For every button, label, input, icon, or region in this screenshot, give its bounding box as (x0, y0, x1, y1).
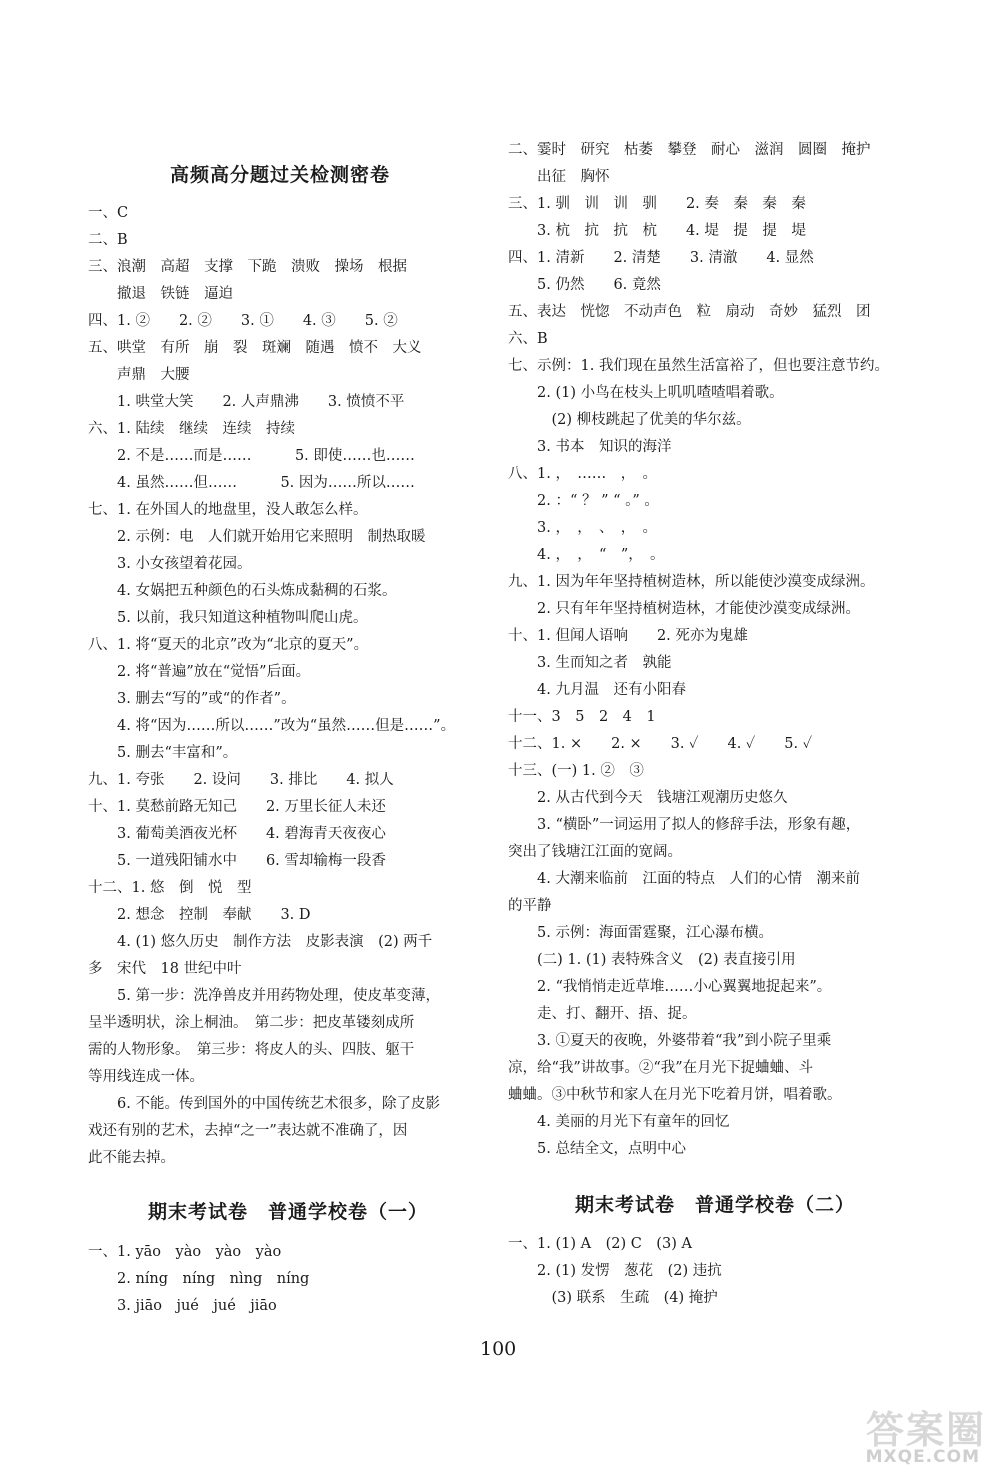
answer-line-left-22: 九、1. 夸张 2. 设问 3. 排比 4. 拟人 (88, 772, 394, 788)
watermark-bottom-text: MXQE.COM (865, 1447, 980, 1467)
page-number: 100 (480, 1338, 517, 1360)
answer-line-left-29: 多 宋代 18 世纪中叶 (88, 961, 242, 977)
answer-line-right-7: 五、表达 恍惚 不动声色 粒 扇动 奇妙 猛烈 团 (508, 304, 871, 320)
answer-line-left-7: 声鼎 大腰 (88, 367, 190, 383)
answer-line-right-3: 三、1. 驯 训 训 驯 2. 奏 秦 秦 秦 (508, 196, 806, 212)
answer-line-right-bottom-1: 一、1. (1) A (2) C (3) A (508, 1236, 692, 1252)
answer-line-left-28: 4. (1) 悠久历史 制作方法 皮影表演 (2) 两千 (88, 934, 433, 950)
section-title-high-frequency: 高频高分题过关检测密卷 (170, 164, 391, 186)
answer-line-right-2: 出征 胸怀 (508, 169, 610, 185)
answer-line-left-16: 5. 以前，我只知道这种植物叫爬山虎。 (88, 610, 368, 626)
answer-line-right-6: 5. 仍然 6. 竟然 (508, 277, 661, 293)
answer-line-right-1: 二、霎时 研究 枯萎 攀登 耐心 滋润 圆圈 掩护 (508, 142, 871, 158)
answer-line-right-18: 2. 只有年年坚持植树造林，才能使沙漠变成绿洲。 (508, 601, 860, 617)
answer-line-left-bottom-3: 3. jiāo jué jué jiāo (88, 1298, 277, 1314)
answer-line-right-24: 十三、(一) 1. ② ③ (508, 763, 644, 779)
answer-line-right-35: 凉，给“我”讲故事。②“我”在月光下捉蛐蛐、斗 (508, 1060, 814, 1076)
answer-line-right-36: 蛐蛐。③中秋节和家人在月光下吃着月饼，唱着歌。 (508, 1087, 842, 1103)
watermark-top-text: 答案圈 (865, 1408, 986, 1452)
watermark-logo (786, 1399, 986, 1467)
answer-line-left-35: 戏还有别的艺术，去掉“之一”表达就不准确了，因 (88, 1123, 408, 1139)
answer-line-left-3: 三、浪潮 高超 支撑 下跪 溃败 操场 根据 (88, 259, 407, 275)
answer-line-right-25: 2. 从古代到今天 钱塘江观潮历史悠久 (508, 790, 788, 806)
answer-line-right-26: 3. “横卧”一词运用了拟人的修辞手法，形象有趣， (508, 817, 861, 833)
answer-line-left-5: 四、1. ② 2. ② 3. ① 4. ③ 5. ② (88, 313, 398, 329)
answer-line-right-23: 十二、1. × 2. × 3. ✓ 4. ✓ 5. ✓ (508, 736, 813, 752)
answer-line-right-20: 3. 生而知之者 孰能 (508, 655, 672, 671)
answer-line-left-13: 2. 示例：电 人们就开始用它来照明 制热取暖 (88, 529, 426, 545)
answer-line-left-27: 2. 想念 控制 奉献 3. D (88, 907, 311, 923)
answer-line-left-15: 4. 女娲把五种颜色的石头炼成黏稠的石浆。 (88, 583, 397, 599)
answer-line-left-19: 3. 删去“写的”或“的作者”。 (88, 691, 296, 707)
section-title-final-exam-2: 期末考试卷 普通学校卷（二） (575, 1194, 856, 1216)
answer-line-left-11: 4. 虽然……但…… 5. 因为……所以…… (88, 475, 415, 491)
answer-line-right-29: 的平静 (508, 898, 552, 914)
answer-line-right-10: 2. (1) 小鸟在枝头上叽叽喳喳唱着歌。 (508, 385, 784, 401)
answer-line-right-15: 3. ， ， 、 ， 。 (508, 520, 657, 536)
answer-line-right-16: 4. ， ， “ ”， 。 (508, 547, 665, 563)
answer-line-left-26: 十二、1. 悠 倒 悦 型 (88, 880, 252, 896)
answer-line-left-10: 2. 不是……而是…… 5. 即使……也…… (88, 448, 415, 464)
answer-line-right-21: 4. 九月温 还有小阳春 (508, 682, 686, 698)
answer-line-right-30: 5. 示例：海面雷霆聚，江心瀑布横。 (508, 925, 773, 941)
answer-line-left-24: 3. 葡萄美酒夜光杯 4. 碧海青天夜夜心 (88, 826, 386, 842)
answer-line-left-8: 1. 哄堂大笑 2. 人声鼎沸 3. 愤愤不平 (88, 394, 405, 410)
answer-line-right-9: 七、示例：1. 我们现在虽然生活富裕了，但也要注意节约。 (508, 358, 889, 374)
answer-line-right-28: 4. 大潮来临前 江面的特点 人们的心情 潮来前 (508, 871, 860, 887)
answer-line-left-30: 5. 第一步：洗净兽皮并用药物处理，使皮革变薄， (88, 988, 440, 1004)
answer-line-right-22: 十一、3 5 2 4 1 (508, 709, 656, 725)
answer-line-left-9: 六、1. 陆续 继续 连续 持续 (88, 421, 295, 437)
answer-line-right-13: 八、1. ， …… ， 。 (508, 466, 657, 482)
answer-line-right-32: 2. “我悄悄走近草堆……小心翼翼地捉起来”。 (508, 979, 832, 995)
answer-line-left-bottom-2: 2. níng níng nìng níng (88, 1271, 310, 1287)
answer-line-left-1: 一、C (88, 205, 129, 221)
answer-line-left-23: 十、1. 莫愁前路无知己 2. 万里长征人未还 (88, 799, 386, 815)
answer-line-left-20: 4. 将“因为……所以……”改为“虽然……但是……”。 (88, 718, 456, 734)
answer-line-right-17: 九、1. 因为年年坚持植树造林，所以能使沙漠变成绿洲。 (508, 574, 875, 590)
answer-line-left-25: 5. 一道残阳铺水中 6. 雪却输梅一段香 (88, 853, 386, 869)
answer-line-right-27: 突出了钱塘江江面的宽阔。 (508, 844, 682, 860)
answer-line-left-bottom-1: 一、1. yāo yào yào yào (88, 1244, 282, 1260)
answer-line-left-2: 二、B (88, 232, 128, 248)
answer-line-right-11: (2) 柳枝跳起了优美的华尔兹。 (508, 412, 751, 428)
answer-line-right-4: 3. 杭 抗 抗 杭 4. 堤 提 提 堤 (508, 223, 806, 239)
answer-line-right-bottom-3: (3) 联系 生疏 (4) 掩护 (508, 1290, 718, 1306)
answer-line-right-37: 4. 美丽的月光下有童年的回忆 (508, 1114, 730, 1130)
answer-line-right-5: 四、1. 清新 2. 清楚 3. 清澈 4. 显然 (508, 250, 814, 266)
section-title-final-exam-1: 期末考试卷 普通学校卷（一） (148, 1201, 429, 1223)
answer-line-left-12: 七、1. 在外国人的地盘里，没人敢怎么样。 (88, 502, 368, 518)
answer-line-left-18: 2. 将“普遍”放在“觉悟”后面。 (88, 664, 311, 680)
answer-line-left-34: 6. 不能。传到国外的中国传统艺术很多，除了皮影 (88, 1096, 440, 1112)
answer-line-left-36: 此不能去掉。 (88, 1150, 175, 1166)
answer-line-right-38: 5. 总结全文，点明中心 (508, 1141, 686, 1157)
answer-line-left-17: 八、1. 将“夏天的北京”改为“北京的夏天”。 (88, 637, 369, 653)
answer-line-right-34: 3. ①夏天的夜晚，外婆带着“我”到小院子里乘 (508, 1033, 832, 1049)
answer-line-left-32: 需的人物形象。 第三步：将皮人的头、四肢、躯干 (88, 1042, 415, 1058)
answer-line-left-4: 撤退 铁链 逼迫 (88, 286, 233, 302)
answer-line-left-14: 3. 小女孩望着花园。 (88, 556, 252, 572)
answer-line-left-6: 五、哄堂 有所 崩 裂 斑斓 随遇 愤不 大义 (88, 340, 422, 356)
answer-line-left-31: 呈半透明状，涂上桐油。 第二步：把皮革镂刻成所 (88, 1015, 415, 1031)
answer-line-right-12: 3. 书本 知识的海洋 (508, 439, 672, 455)
answer-line-right-8: 六、B (508, 331, 548, 347)
answer-line-left-33: 等用线连成一体。 (88, 1069, 204, 1085)
answer-line-right-19: 十、1. 但闻人语响 2. 死亦为鬼雄 (508, 628, 748, 644)
answer-line-right-14: 2. ：“ ？ ” “ 。” 。 (508, 493, 659, 509)
answer-line-left-21: 5. 删去“丰富和”。 (88, 745, 238, 761)
answer-line-right-31: (二) 1. (1) 表特殊含义 (2) 表直接引用 (508, 952, 796, 968)
answer-line-right-33: 走、打、翻开、捂、捉。 (508, 1006, 697, 1022)
answer-line-right-bottom-2: 2. (1) 发愣 葱花 (2) 违抗 (508, 1263, 722, 1279)
